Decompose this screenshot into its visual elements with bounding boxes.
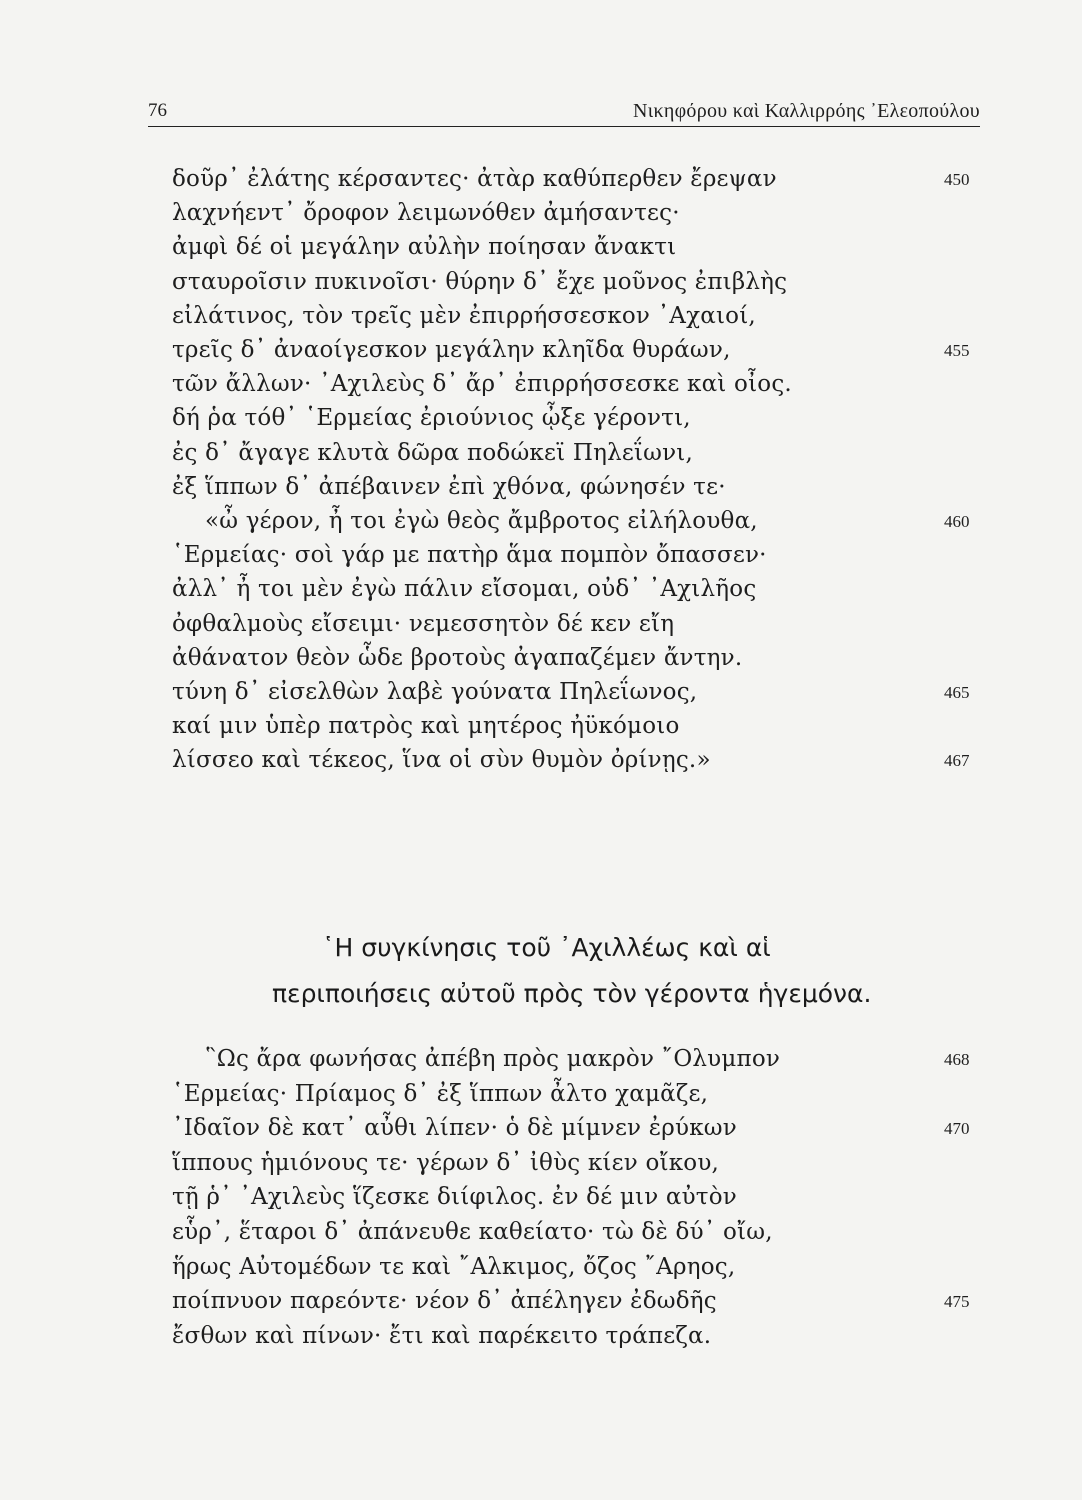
verse-line: λαχνήεντ᾽ ὄροφον λειμωνόθεν ἀμήσαντες· bbox=[172, 200, 680, 227]
verse-line: ῾Ερμείας· Πρίαμος δ᾽ ἐξ ἵππων ἆλτο χαμᾶζε, bbox=[172, 1080, 709, 1107]
line-number: 475 bbox=[944, 1292, 970, 1312]
page-header bbox=[148, 92, 980, 128]
section-heading-line-1: ῾Η συγκίνησις τοῦ ᾿Αχιλλέως καὶ αἱ bbox=[322, 933, 771, 962]
verse-line: ὀφθαλμοὺς εἴσειμι· νεμεσσητὸν δέ κεν εἴη bbox=[172, 610, 675, 637]
verse-line: ᾿Ιδαῖον δὲ κατ᾽ αὖθι λίπεν· ὁ δὲ μίμνεν ἐρύκων bbox=[172, 1115, 737, 1142]
line-number: 470 bbox=[944, 1119, 970, 1139]
verse-line: «ὦ γέρον, ἦ τοι ἐγὼ θεὸς ἄμβροτος εἰλήλουθα, bbox=[205, 508, 758, 534]
line-number: 460 bbox=[944, 512, 970, 531]
running-title: Νικηφόρου καὶ Καλλιρρόης ᾿Ελεοπούλου bbox=[633, 100, 980, 122]
verse-line: εὗρ᾽, ἕταροι δ᾽ ἀπάνευθε καθείατο· τὼ δὲ δύ᾽ οἴω, bbox=[172, 1219, 773, 1245]
verse-line: ἀθάνατον θεὸν ὧδε βροτοὺς ἀγαπαζέμεν ἄντην. bbox=[172, 644, 743, 671]
verse-line: ποίπνυον παρεόντε· νέον δ᾽ ἀπέληγεν ἐδωδῆς bbox=[172, 1288, 717, 1315]
verse-line: σταυροῖσιν πυκινοῖσι· θύρην δ᾽ ἔχε μοῦνος ἐπιβλὴς bbox=[172, 268, 788, 295]
verse-line: ἔσθων καὶ πίνων· ἔτι καὶ παρέκειτο τράπεζα. bbox=[172, 1322, 712, 1349]
verse-line: δοῦρ᾽ ἐλάτης κέρσαντες· ἀτὰρ καθύπερθεν ἔρεψαν bbox=[172, 166, 777, 192]
verse-line: τρεῖς δ᾽ ἀναοίγεσκον μεγάλην κληῖδα θυράων, bbox=[172, 337, 731, 363]
line-number: 455 bbox=[944, 341, 970, 360]
verse-line: ἵππους ἡμιόνους τε· γέρων δ᾽ ἰθὺς κίεν οἴκου, bbox=[172, 1149, 720, 1176]
header-rule bbox=[148, 126, 980, 127]
verse-line: ἀλλ᾽ ἦ τοι μὲν ἐγὼ πάλιν εἴσομαι, οὐδ᾽ ᾿Αχιλῆος bbox=[172, 576, 757, 603]
verse-line: ῾Ερμείας· σοὶ γάρ με πατὴρ ἅμα πομπὸν ὄπασσεν· bbox=[172, 542, 767, 569]
verse-line: ἥρως Αὐτομέδων τε καὶ ῎Αλκιμος, ὄζος ῎Αρηος, bbox=[172, 1253, 736, 1280]
page-number: 76 bbox=[148, 100, 167, 121]
line-number: 465 bbox=[944, 683, 970, 702]
line-number: 467 bbox=[944, 751, 970, 771]
verse-line: τῇ ῥ᾽ ᾿Αχιλεὺς ἵζεσκε διίφιλος. ἐν δέ μιν αὐτὸν bbox=[172, 1184, 737, 1211]
verse-line: δή ῥα τόθ᾽ ῾Ερμείας ἐριούνιος ᾦξε γέροντι, bbox=[172, 405, 691, 432]
verse-line: ἐξ ἵππων δ᾽ ἀπέβαινεν ἐπὶ χθόνα, φώνησέν τε· bbox=[172, 473, 726, 500]
verse-line: εἰλάτινος, τὸν τρεῖς μὲν ἐπιρρήσσεσκον ᾿Αχαιοί, bbox=[172, 302, 756, 329]
line-number: 450 bbox=[944, 170, 970, 189]
verse-line: ῝Ως ἄρα φωνήσας ἀπέβη πρὸς μακρὸν ῎Ολυμπον bbox=[205, 1046, 781, 1072]
verse-line: ἐς δ᾽ ἄγαγε κλυτὰ δῶρα ποδώκεϊ Πηλεΐωνι, bbox=[172, 439, 694, 466]
verse-line: καί μιν ὑπὲρ πατρὸς καὶ μητέρος ἠϋκόμοιο bbox=[172, 713, 680, 740]
verse-line: λίσσεο καὶ τέκεος, ἵνα οἱ σὺν θυμὸν ὀρίνῃς.» bbox=[172, 747, 711, 774]
line-number: 468 bbox=[944, 1050, 970, 1069]
section-heading-line-2: περιποιήσεις αὐτοῦ πρὸς τὸν γέροντα ἡγεμόνα. bbox=[272, 979, 872, 1008]
verse-line: τῶν ἄλλων· ᾿Αχιλεὺς δ᾽ ἄρ᾽ ἐπιρρήσσεσκε καὶ οἶος. bbox=[172, 371, 792, 398]
verse-line: ἀμφὶ δέ οἱ μεγάλην αὐλὴν ποίησαν ἄνακτι bbox=[172, 234, 677, 261]
verse-line: τύνη δ᾽ εἰσελθὼν λαβὲ γούνατα Πηλεΐωνος, bbox=[172, 679, 698, 705]
